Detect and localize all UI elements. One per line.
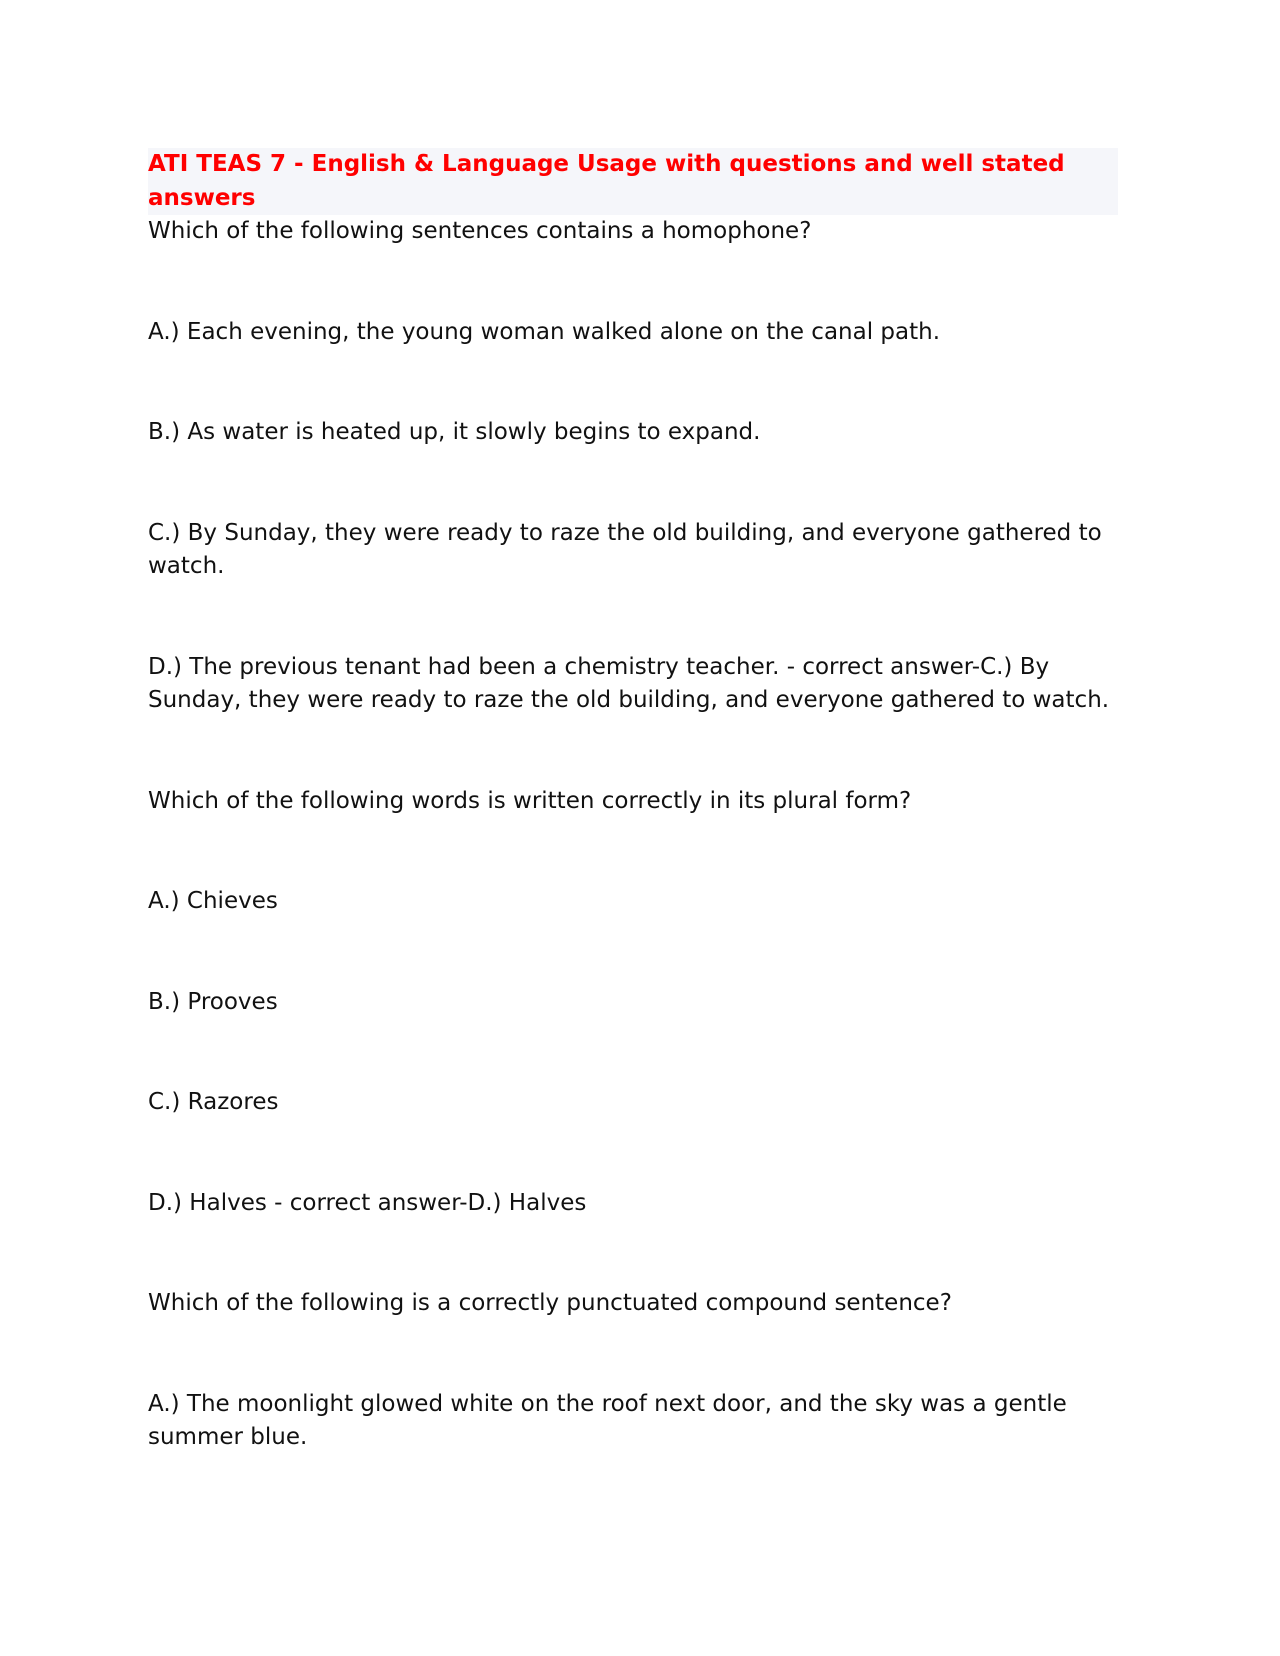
q2-option-a: A.) Chieves [148,888,278,914]
q1-option-a: A.) Each evening, the young woman walked alone on the canal path. [148,318,941,345]
document-title: ATI TEAS 7 - English & Language Usage with questions and well stated answers [148,148,1118,215]
q1-option-c: C.) By Sunday, they were ready to raze the old building, and everyone gathered to watch. [148,519,1102,579]
question-2: Which of the following words is written correctly in its plural form? [148,787,912,814]
question-1: Which of the following sentences contains a homophone? [148,218,812,244]
q1-option-d-answer: D.) The previous tenant had been a chemistry teacher. - correct answer-C.) By Sunday, they were ready to raze the old building, and everyone gathered to watch. [148,653,1110,713]
q2-option-b: B.) Prooves [148,988,278,1015]
question-3: Which of the following is a correctly punctuated compound sentence? [148,1290,952,1316]
document-page [148,148,1118,1455]
q1-option-b: B.) As water is heated up, it slowly begins to expand. [148,419,761,445]
q2-option-c: C.) Razores [148,1089,279,1115]
q3-option-a: A.) The moonlight glowed white on the roof next door, and the sky was a gentle summer blue. [148,1390,1067,1450]
q2-option-d-answer: D.) Halves - correct answer-D.) Halves [148,1189,587,1216]
